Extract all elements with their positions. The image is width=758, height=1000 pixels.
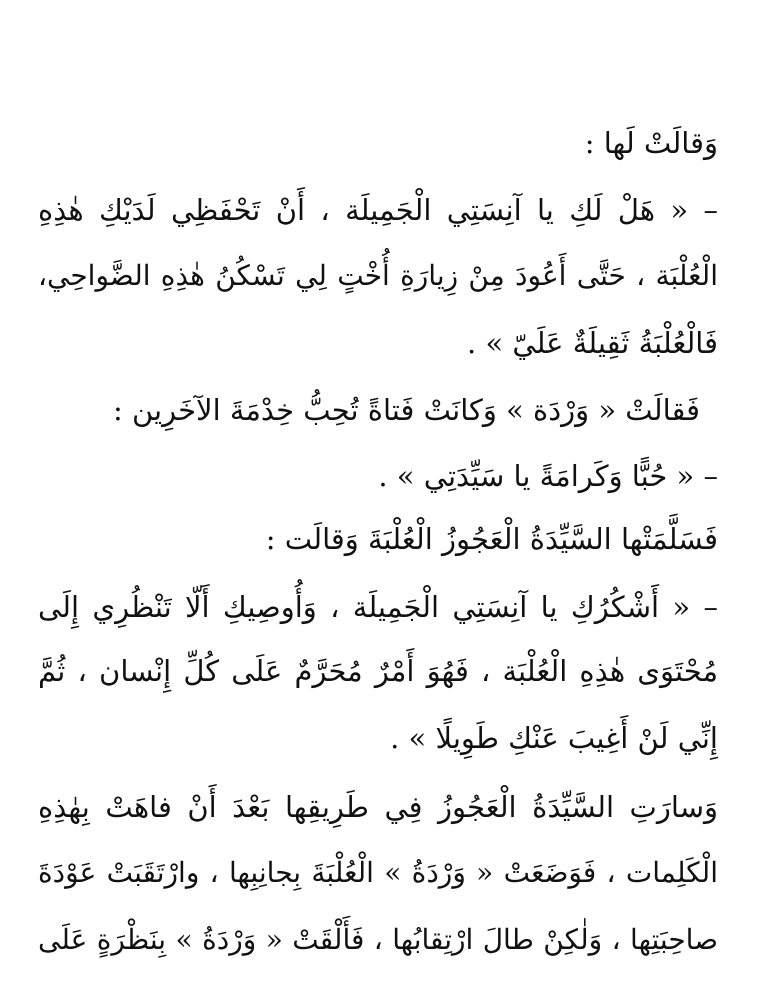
text-line-7: فَسَلَّمَتْها السَّيِّدَةُ الْعَجُوزُ الْعُلْبَةَ وَقالَت : [265, 522, 718, 556]
text-line-4: فَالْعُلْبَةُ ثَقِيلَةٌ عَلَيّ » . [467, 326, 718, 360]
text-line-3: الْعُلْبَة ، حَتَّى أَعُودَ مِنْ زِيارَةِ أُخْتٍ لِي تَسْكُنُ هٰذِهِ الضَّواحِي، [38, 259, 718, 292]
text-line-10: إِنِّي لَنْ أَغِيبَ عَنْكِ طَوِيلًا » . [390, 721, 718, 755]
text-line-12: الْكَلِمات ، فَوَضَعَتْ « وَرْدَةُ » الْعُلْبَةَ بِجانِبِها ، وارْتَقَبَتْ عَوْدَةَ [38, 856, 718, 889]
text-line-5: فَقالَتْ « وَرْدَة » وَكانَتْ فَتاةً تُحِبُّ خِدْمَةَ الآخَرِين : [112, 393, 700, 427]
text-line-13: صاحِبَتِها ، وَلٰكِنْ طالَ ارْتِقابُها ، فَأَلْقَتْ « وَرْدَةُ » بِنَظْرَةٍ عَلَى [38, 923, 718, 956]
text-line-2: – « هَلْ لَكِ يا آنِسَتِي الْجَمِيلَة ، أَنْ تَحْفَظِي لَدَيْكِ هٰذِهِ [38, 193, 718, 227]
text-line-1: وَقالَتْ لَها : [584, 126, 718, 160]
text-line-6: – « حُبًّا وَكَرامَةً يا سَيِّدَتِي » . [378, 459, 718, 493]
text-line-11: وَسارَتِ السَّيِّدَةُ الْعَجُوزُ فِي طَرِيقِها بَعْدَ أَنْ فاهَتْ بِهٰذِهِ [38, 790, 718, 824]
text-line-9: مُحْتَوَى هٰذِهِ الْعُلْبَة ، فَهُوَ أَمْرٌ مُحَرَّمٌ عَلَى كُلِّ إِنْسان ، ثُمَّ [38, 654, 718, 688]
text-line-8: – « أَشْكُرُكِ يا آنِسَتِي الْجَمِيلَة ، وَأُوصِيكِ أَلّا تَنْظُرِي إِلَى [38, 590, 718, 624]
